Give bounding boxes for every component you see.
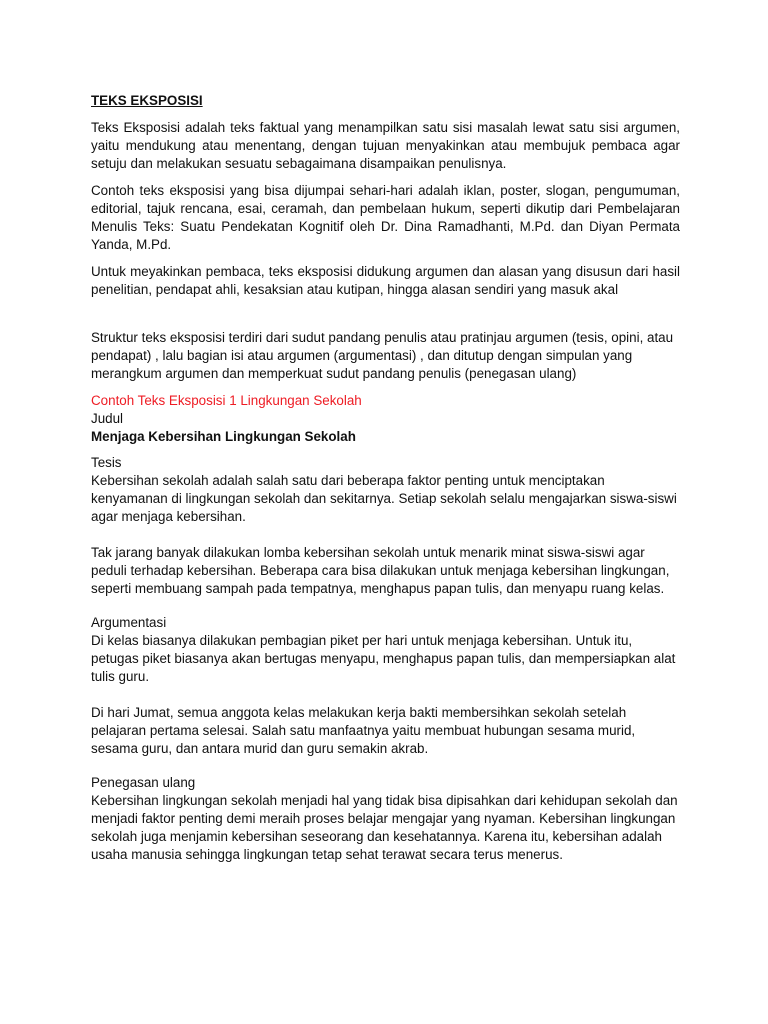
document-title: TEKS EKSPOSISI bbox=[91, 93, 203, 108]
argumentasi-label: Argumentasi bbox=[91, 615, 167, 630]
example-heading: Contoh Teks Eksposisi 1 Lingkungan Sekolah bbox=[91, 393, 362, 408]
spacer bbox=[91, 299, 680, 329]
example-title: Menjaga Kebersihan Lingkungan Sekolah bbox=[91, 429, 356, 444]
judul-label: Judul bbox=[91, 411, 124, 426]
tesis-paragraph-2: Tak jarang banyak dilakukan lomba kebersihan sekolah untuk menarik minat siswa-siswi agar peduli terhadap kebersihan. Beberapa cara bisa dilakukan untuk menjaga kebersihan lingkungan, seperti membuang sampah pada tempatnya, menghapus papan tulis, dan menyapu ruang kelas. bbox=[91, 545, 670, 596]
penegasan-paragraph: Kebersihan lingkungan sekolah menjadi hal yang tidak bisa dipisahkan dari kehidupan sekolah dan menjadi faktor penting demi meraih proses belajar mengajar yang nyaman. Kebersihan lingkungan sekolah juga menjamin kebersihan seseorang dan kesehatannya. Karena itu, kebersihan adalah usaha manusia sehingga lingkungan tetap sehat terawat secara terus menerus. bbox=[91, 793, 678, 862]
tesis-label: Tesis bbox=[91, 455, 122, 470]
document-page bbox=[91, 92, 680, 864]
tesis-paragraph-1: Kebersihan sekolah adalah salah satu dari beberapa faktor penting untuk menciptakan kenyamanan di lingkungan sekolah dan sekitarnya. Setiap sekolah selalu mengajarkan siswa-siswi agar menjaga kebersihan. bbox=[91, 473, 677, 524]
penegasan-label: Penegasan ulang bbox=[91, 775, 196, 790]
intro-paragraph-1: Teks Eksposisi adalah teks faktual yang menampilkan satu sisi masalah lewat satu sisi argumen, yaitu mendukung atau menentang, dengan tujuan menyakinkan atau membujuk pembaca agar setuju dan melakukan sesuatu sebagaimana disampaikan penulisnya. bbox=[91, 120, 680, 171]
spacer bbox=[91, 686, 680, 704]
argumentasi-paragraph-1: Di kelas biasanya dilakukan pembagian piket per hari untuk menjaga kebersihan. Untuk itu, petugas piket biasanya akan bertugas menyapu, menghapus papan tulis, dan mempersiapkan alat tulis guru. bbox=[91, 633, 676, 684]
intro-paragraph-3: Untuk meyakinkan pembaca, teks eksposisi didukung argumen dan alasan yang disusun dari hasil penelitian, pendapat ahli, kesaksian atau kutipan, hingga alasan sendiri yang masuk akal bbox=[91, 264, 680, 297]
structure-paragraph: Struktur teks eksposisi terdiri dari sudut pandang penulis atau pratinjau argumen (tesis, opini, atau pendapat) , lalu bagian isi atau argumen (argumentasi) , dan ditutup dengan simpulan yang merangkum argumen dan memperkuat sudut pandang penulis (penegasan ulang) bbox=[91, 330, 674, 381]
spacer bbox=[91, 526, 680, 544]
intro-paragraph-2: Contoh teks eksposisi yang bisa dijumpai sehari-hari adalah iklan, poster, slogan, pengumuman, editorial, tajuk rencana, esai, ceramah, dan pembelaan hukum, seperti dikutip dari Pembelajaran Menulis Teks: Suatu Pendekatan Kognitif oleh Dr. Dina Ramadhanti, M.Pd. dan Diyan Permata Yanda, M.Pd. bbox=[91, 183, 680, 252]
argumentasi-paragraph-2: Di hari Jumat, semua anggota kelas melakukan kerja bakti membersihkan sekolah setelah pelajaran pertama selesai. Salah satu manfaatnya yaitu membuat hubungan sesama murid, sesama guru, dan antara murid dan guru semakin akrab. bbox=[91, 705, 636, 756]
